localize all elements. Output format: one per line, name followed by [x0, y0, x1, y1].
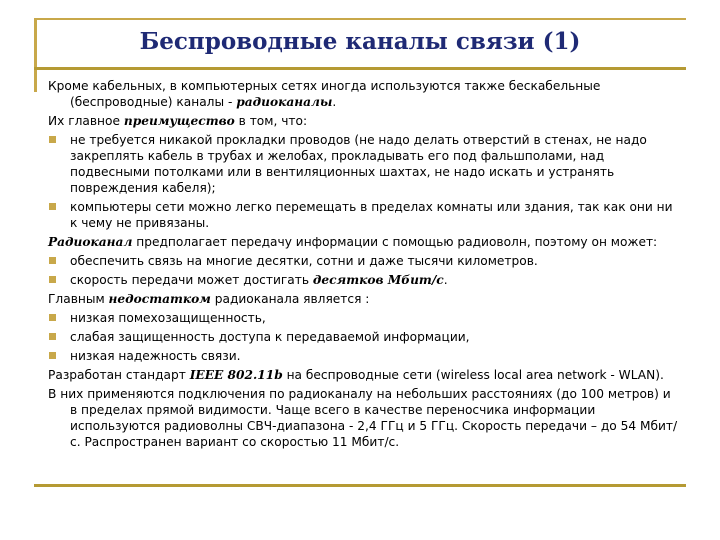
list-item: скорость передачи может достигать десятков Мбит/с. [48, 272, 678, 288]
paragraph-standard: Разработан стандарт IEEE 802.11b на беспроводные сети (wireless local area network - WLAN). [48, 368, 664, 382]
bullet-square-icon [49, 333, 56, 340]
paragraph-advantage: Их главное преимущество в том, что: [48, 114, 308, 128]
paragraph-intro: Кроме кабельных, в компьютерных сетях иногда используются также бескабельные (беспроводные) каналы - радиоканалы. [48, 79, 601, 109]
paragraph-drawback: Главным недостатком радиоканала является : [48, 292, 370, 306]
list-item: не требуется никакой прокладки проводов (не надо делать отверстий в стенах, не надо закреплять кабель в трубах и желобах, прокладывать его под фальшполами, над подвесными потолками или в вентиляционных шахтах, не надо искать и устранять повреждения кабеля); [48, 132, 678, 196]
list-item: низкая помехозащищенность, [48, 310, 678, 326]
slide-title: Беспроводные каналы связи (1) [139, 28, 581, 55]
slide-body [48, 78, 678, 453]
bullet-square-icon [49, 352, 56, 359]
title-rule [34, 67, 686, 70]
bullet-square-icon [49, 276, 56, 283]
paragraph-radiochannel: Радиоканал предполагает передачу информации с помощью радиоволн, поэтому он может: [48, 235, 658, 249]
bullet-square-icon [49, 203, 56, 210]
bullet-square-icon [49, 257, 56, 264]
term-drawback: недостатком [108, 292, 211, 306]
top-rule [34, 18, 686, 20]
term-advantage: преимущество [123, 114, 235, 128]
bottom-rule [34, 484, 686, 487]
term-radiochannels: радиоканалы [236, 95, 333, 109]
term-speed: десятков Мбит/с [312, 273, 444, 287]
bullet-square-icon [49, 136, 56, 143]
list-item: слабая защищенность доступа к передаваемой информации, [48, 329, 678, 345]
list-item: обеспечить связь на многие десятки, сотни и даже тысячи километров. [48, 253, 678, 269]
term-radiochannel: Радиоканал [48, 235, 133, 249]
paragraph-usage: В них применяются подключения по радиоканалу на небольших расстояниях (до 100 метров) и в пределах прямой видимости. Чаще всего в качестве переносчика информации используются радиоволны СВЧ-диапазона - 2,4 ГГц и 5 ГГц. Скорость передачи – до 54 Мбит/с. Распространен вариант со скоростью 11 Мбит/с. [48, 387, 678, 449]
term-standard: IEEE 802.11b [189, 368, 283, 382]
list-item: низкая надежность связи. [48, 348, 678, 364]
bullet-square-icon [49, 314, 56, 321]
slide-frame-accent [34, 18, 37, 92]
list-item: компьютеры сети можно легко перемещать в пределах комнаты или здания, так как они ни к чему не привязаны. [48, 199, 678, 231]
